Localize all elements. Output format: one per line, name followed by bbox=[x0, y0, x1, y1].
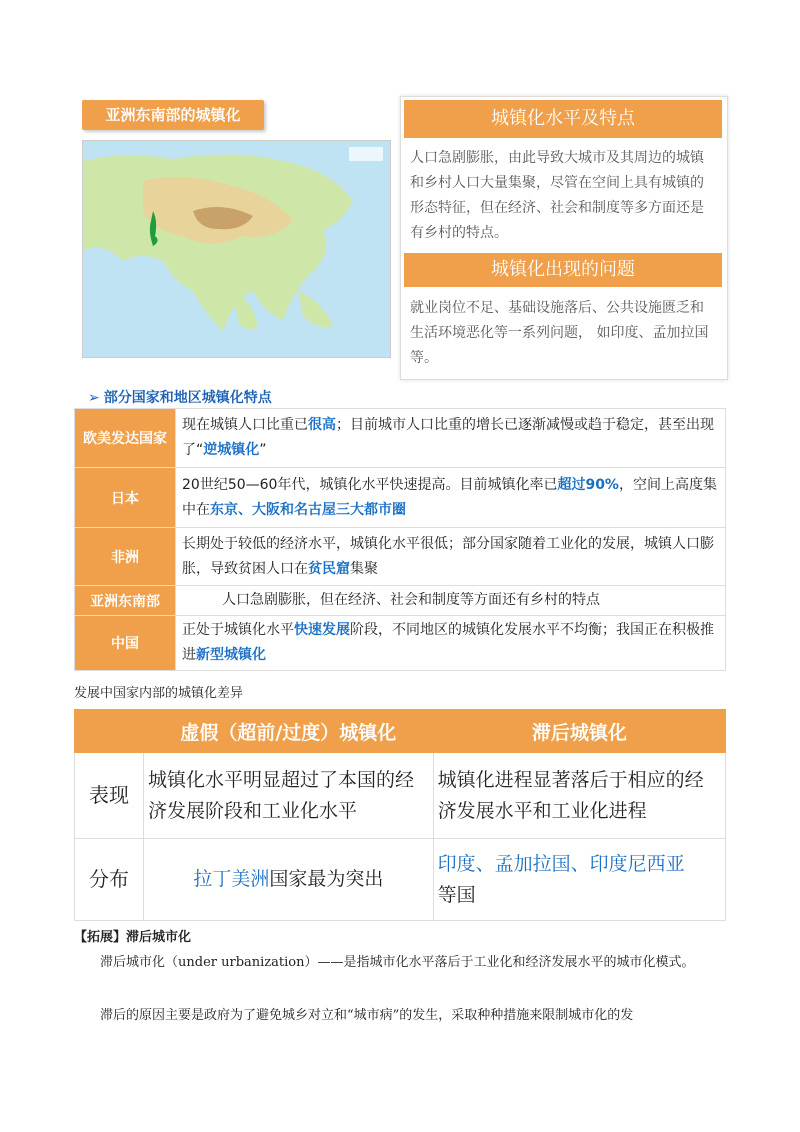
cell: 城镇化进程显著落后于相应的经济发展水平和工业化进程 bbox=[433, 753, 725, 839]
section-tag: 亚洲东南部的城镇化 bbox=[82, 100, 264, 130]
table-row bbox=[75, 753, 726, 839]
row-label: 分布 bbox=[75, 839, 144, 921]
cell: 城镇化水平明显超过了本国的经济发展阶段和工业化水平 bbox=[144, 753, 434, 839]
subheading bbox=[88, 387, 272, 407]
asia-map bbox=[82, 140, 391, 358]
table-caption: 发展中国家内部的城镇化差异 bbox=[74, 686, 244, 701]
row-value: 长期处于较低的经济水平，城镇化水平很低；部分国家随着工业化的发展，城镇人口膨胀，导致贫困人口在贫民窟集聚 bbox=[176, 528, 726, 586]
row-label: 欧美发达国家 bbox=[75, 409, 176, 468]
row-value: 现在城镇人口比重已很高；目前城市人口比重的增长已逐渐减慢或趋于稳定，甚至出现了“逆城镇化” bbox=[176, 409, 726, 468]
table-row bbox=[75, 528, 726, 586]
table-row bbox=[75, 586, 726, 616]
table-row bbox=[75, 616, 726, 671]
problem-heading: 城镇化出现的问题 bbox=[404, 253, 722, 287]
row-label: 亚洲东南部 bbox=[75, 586, 176, 616]
table-row bbox=[75, 468, 726, 528]
comparison-table bbox=[74, 709, 726, 921]
extension-title: 【拓展】滞后城市化 bbox=[74, 930, 192, 945]
column-header: 虚假（超前/过度）城镇化 bbox=[144, 710, 434, 753]
arrow-icon: ➢ bbox=[88, 390, 100, 406]
table-row bbox=[75, 839, 726, 921]
paragraph: 滞后城市化（under urbanization）——是指城市化水平落后于工业化和经济发展水平的城市化模式。 bbox=[100, 955, 695, 970]
row-label: 日本 bbox=[75, 468, 176, 528]
problem-text: 就业岗位不足、基础设施落后、公共设施匮乏和生活环境恶化等一系列问题， 如印度、孟加拉国等。 bbox=[410, 300, 709, 366]
country-table bbox=[74, 408, 726, 671]
cell: 印度、孟加拉国、印度尼西亚 等国 bbox=[433, 839, 725, 921]
row-label: 表现 bbox=[75, 753, 144, 839]
level-heading: 城镇化水平及特点 bbox=[404, 100, 722, 138]
column-header: 滞后城镇化 bbox=[433, 710, 725, 753]
row-value: 人口急剧膨胀，但在经济、社会和制度等方面还有乡村的特点 bbox=[176, 586, 726, 616]
row-value: 20世纪50—60年代，城镇化水平快速提高。目前城镇化率已超过90%，空间上高度集中在东京、大阪和名古屋三大都市圈 bbox=[176, 468, 726, 528]
table-row bbox=[75, 409, 726, 468]
row-label: 非洲 bbox=[75, 528, 176, 586]
row-label: 中国 bbox=[75, 616, 176, 671]
cell: 拉丁美洲国家最为突出 bbox=[144, 839, 434, 921]
corner-cell bbox=[75, 710, 144, 753]
paragraph: 滞后的原因主要是政府为了避免城乡对立和“城市病”的发生，采取种种措施来限制城市化的发 bbox=[100, 1008, 634, 1023]
level-text: 人口急剧膨胀，由此导致大城市及其周边的城镇和乡村人口大量集聚，尽管在空间上具有城镇的形态特征，但在经济、社会和制度等多方面还是有乡村的特点。 bbox=[410, 150, 704, 241]
table-header-row bbox=[75, 710, 726, 753]
row-value: 正处于城镇化水平快速发展阶段，不同地区的城镇化发展水平不均衡；我国正在积极推进新型城镇化 bbox=[176, 616, 726, 671]
subheading-text: 部分国家和地区城镇化特点 bbox=[103, 390, 272, 406]
